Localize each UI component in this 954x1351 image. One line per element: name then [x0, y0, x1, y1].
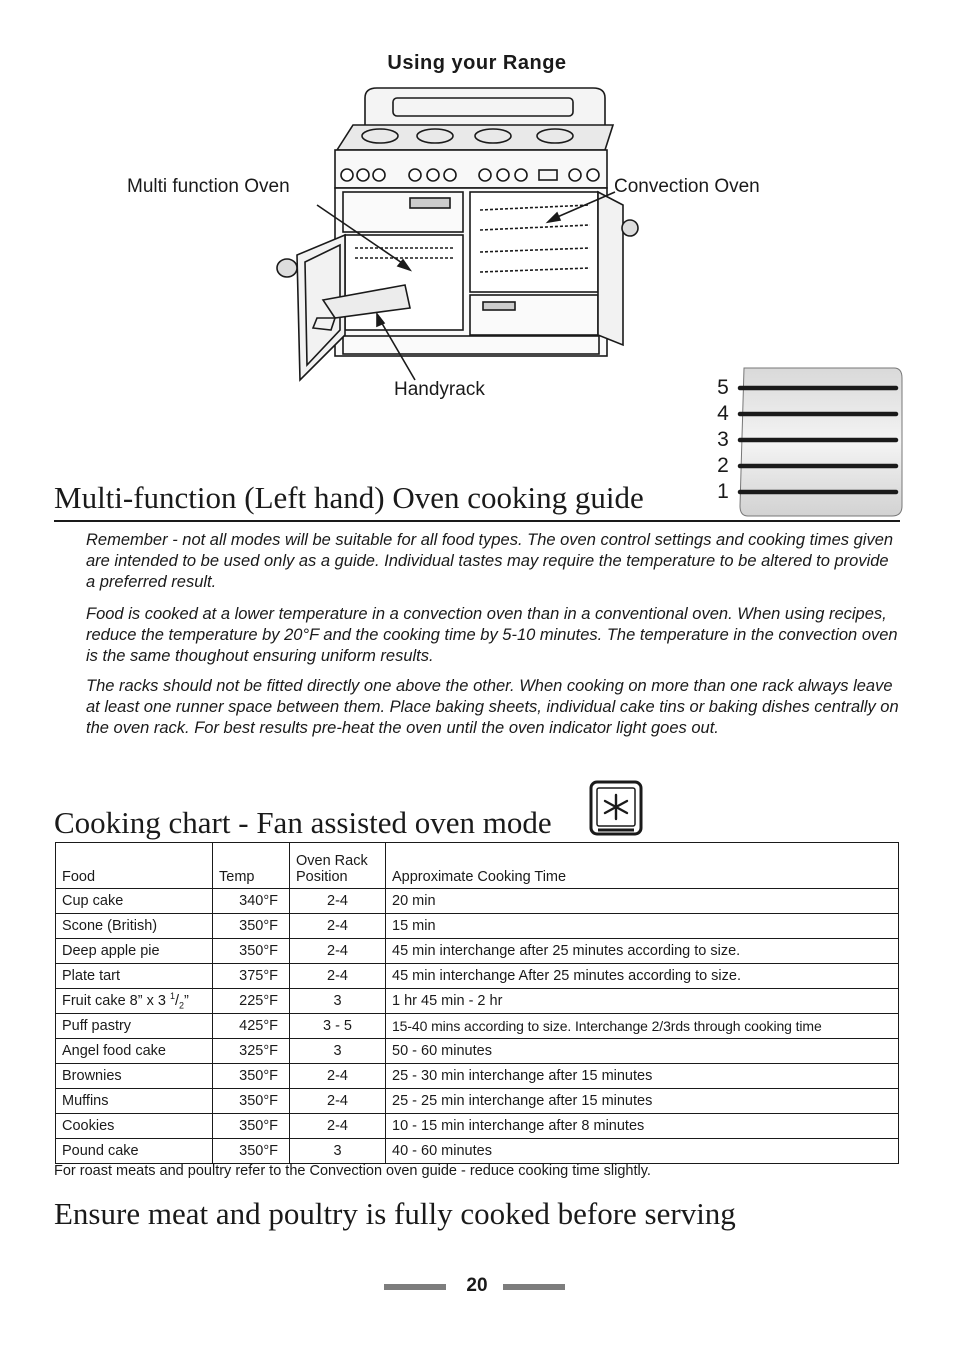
column-header-cooking-time: Approximate Cooking Time [386, 843, 899, 889]
rack-position-diagram [734, 366, 904, 518]
section-title-multi-function-guide: Multi-function (Left hand) Oven cooking guide [54, 480, 644, 515]
cell-rack: 2-4 [290, 914, 386, 939]
cooking-chart-table [55, 842, 899, 1164]
cell-rack: 3 - 5 [290, 1014, 386, 1039]
rack-number-2: 2 [717, 454, 729, 477]
table-row [56, 989, 899, 1014]
cell-food: Cookies [56, 1114, 213, 1139]
cell-time: 10 - 15 min interchange after 8 minutes [386, 1114, 899, 1139]
cell-rack: 3 [290, 989, 386, 1014]
table-row [56, 939, 899, 964]
column-header-rack-position [290, 843, 386, 889]
rack-header-line1: Oven Rack [296, 853, 368, 869]
cell-temp: 350°F [213, 939, 290, 964]
cell-food: Fruit cake 8” x 3 $^1/_2$” [56, 989, 213, 1014]
fan-oven-mode-icon [589, 780, 643, 836]
cell-temp: 350°F [213, 1064, 290, 1089]
cell-food: Puff pastry [56, 1014, 213, 1039]
cell-time: 15 min [386, 914, 899, 939]
multi-function-oven-label: Multi function Oven [127, 176, 290, 197]
paragraph-rack-placement: The racks should not be fitted directly one above the other. When cooking on more than one rack always leave at least one runner space between them. Place baking sheets, individual cake tins or baking dishes centrally on the oven rack. For best results pre-heat the oven until the oven indicator light goes out. [86, 677, 899, 737]
cell-time: 40 - 60 minutes [386, 1139, 899, 1164]
cell-time: 45 min interchange after 25 minutes according to size. [386, 939, 899, 964]
cell-food: Plate tart [56, 964, 213, 989]
cell-temp: 350°F [213, 1089, 290, 1114]
rack-number-1: 1 [717, 480, 729, 503]
cell-time: 45 min interchange After 25 minutes according to size. [386, 964, 899, 989]
paragraph-remember: Remember - not all modes will be suitable for all food types. The oven control settings and cooking times given are intended to be used only as a guide. Individual tastes may require the temperature to be altered to provide a preferred result. [86, 531, 894, 591]
convection-oven-label: Convection Oven [614, 176, 760, 197]
section-title-meat-poultry-warning: Ensure meat and poultry is fully cooked before serving [54, 1196, 736, 1231]
page-number: 20 [466, 1275, 488, 1296]
table-row [56, 1114, 899, 1139]
table-row [56, 1139, 899, 1164]
table-row [56, 889, 899, 914]
cell-food: Scone (British) [56, 914, 213, 939]
cell-food: Deep apple pie [56, 939, 213, 964]
rack-header-line2: Position [296, 869, 348, 885]
cell-temp: 225°F [213, 989, 290, 1014]
cell-rack: 2-4 [290, 1114, 386, 1139]
cell-food: Brownies [56, 1064, 213, 1089]
handyrack-label: Handyrack [394, 379, 485, 400]
page-header: Using your Range [387, 52, 567, 74]
table-row [56, 1039, 899, 1064]
food-name-tail: ” [184, 992, 189, 1009]
column-header-temp: Temp [213, 843, 290, 889]
cell-temp: 375°F [213, 964, 290, 989]
cell-temp: 425°F [213, 1014, 290, 1039]
cell-rack: 2-4 [290, 1064, 386, 1089]
cell-time: 50 - 60 minutes [386, 1039, 899, 1064]
cell-time: 1 hr 45 min - 2 hr [386, 989, 899, 1014]
cell-temp: 325°F [213, 1039, 290, 1064]
section-title-cooking-chart: Cooking chart - Fan assisted oven mode [54, 805, 552, 840]
table-footnote: For roast meats and poultry refer to the Convection oven guide - reduce cooking time slightly. [54, 1163, 651, 1179]
cell-temp: 350°F [213, 1139, 290, 1164]
rack-number-4: 4 [717, 402, 729, 425]
table-header-row [56, 843, 899, 889]
cell-rack: 3 [290, 1139, 386, 1164]
column-header-food: Food [56, 843, 213, 889]
rack-number-5: 5 [717, 376, 729, 399]
cell-time: 20 min [386, 889, 899, 914]
table-row [56, 914, 899, 939]
table-row [56, 1014, 899, 1039]
cell-rack: 2-4 [290, 939, 386, 964]
cell-rack: 2-4 [290, 889, 386, 914]
table-row [56, 964, 899, 989]
fraction-numerator: 1 [169, 991, 175, 1002]
page-number-bar-right [503, 1284, 565, 1290]
cell-rack: 3 [290, 1039, 386, 1064]
cell-time: 25 - 25 min interchange after 15 minutes [386, 1089, 899, 1114]
page-number-bar-left [384, 1284, 446, 1290]
cell-rack: 2-4 [290, 1089, 386, 1114]
cell-rack: 2-4 [290, 964, 386, 989]
cell-temp: 350°F [213, 1114, 290, 1139]
food-name: Fruit cake 8” x 3 [62, 992, 170, 1009]
table-row [56, 1064, 899, 1089]
section-divider [54, 520, 900, 522]
paragraph-convection-temperature: Food is cooked at a lower temperature in a convection oven than in a conventional oven. When using recipes, reduce the temperature by 20°F and the cooking time by 5-10 minutes. The temperature in the convection oven is the same thoughout ensuring uniform results. [86, 605, 898, 665]
cell-temp: 350°F [213, 914, 290, 939]
cell-food: Cup cake [56, 889, 213, 914]
cell-food: Angel food cake [56, 1039, 213, 1064]
cell-time: 25 - 30 min interchange after 15 minutes [386, 1064, 899, 1089]
cell-food: Muffins [56, 1089, 213, 1114]
range-cooker-illustration [265, 80, 655, 390]
rack-number-3: 3 [717, 428, 729, 451]
cell-food: Pound cake [56, 1139, 213, 1164]
table-row [56, 1089, 899, 1114]
cell-temp: 340°F [213, 889, 290, 914]
cell-time: 15-40 mins according to size. Interchange 2/3rds through cooking time [386, 1014, 899, 1039]
fraction-denominator: 2 [179, 1000, 185, 1011]
